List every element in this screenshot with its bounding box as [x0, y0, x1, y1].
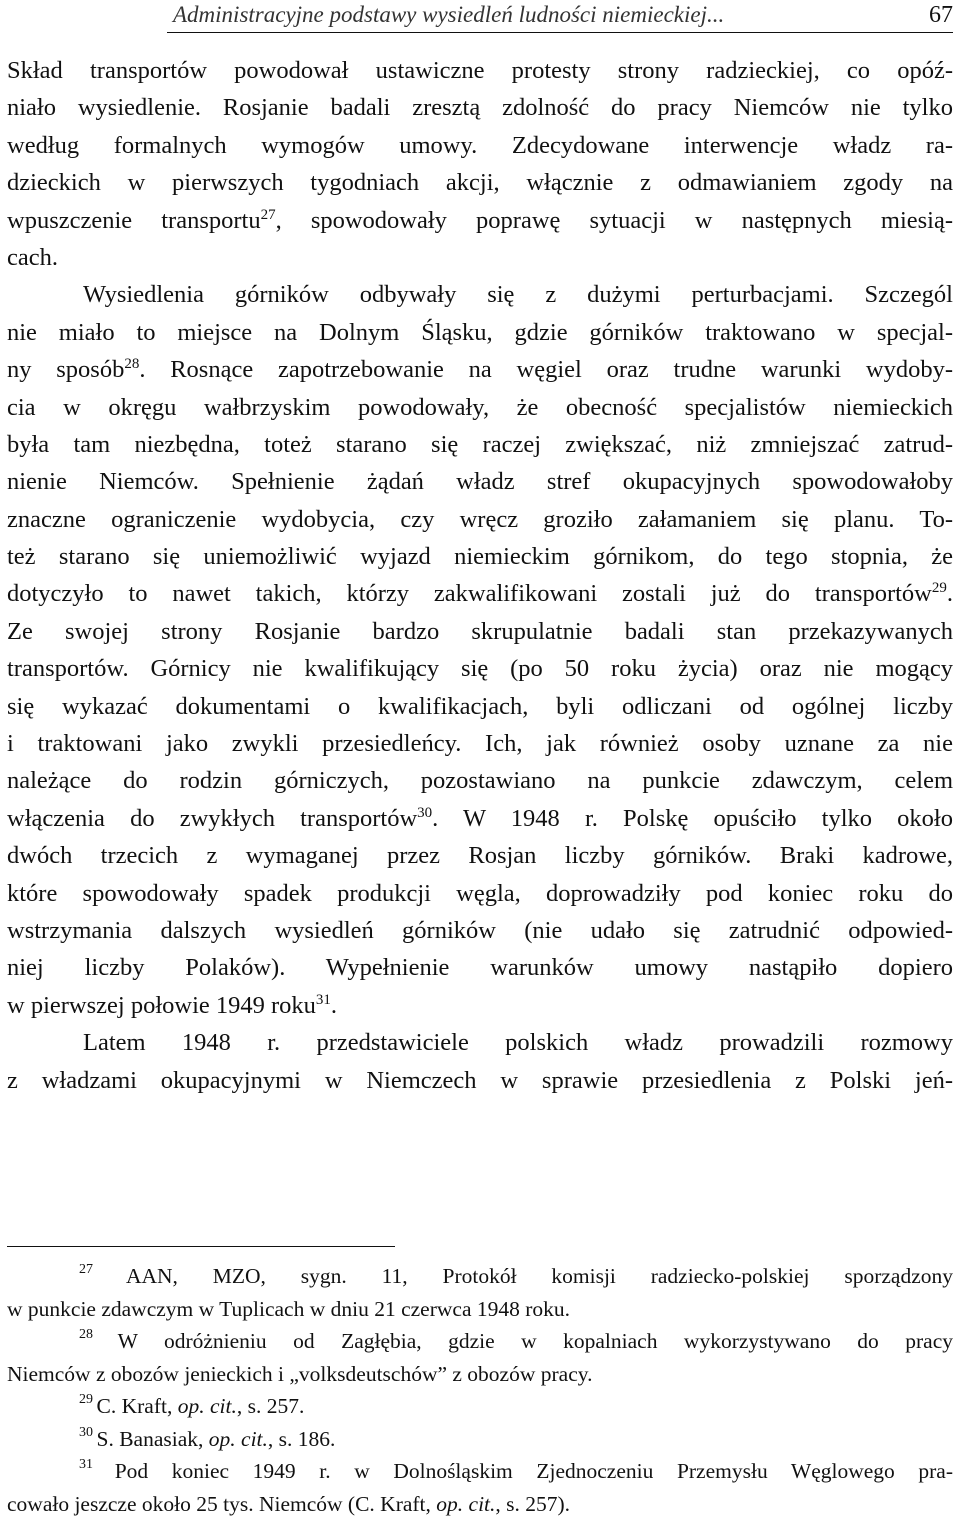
text-line [7, 202, 953, 239]
text-segment: ny sposób [7, 356, 125, 384]
footnote-text: C. Kraft, op. cit., s. 257. [96, 1394, 305, 1418]
text-line [7, 575, 953, 612]
footnote-text: AAN, MZO, sygn. 11, Protokół komisji radziecko-polskiej sporządzony [125, 1264, 954, 1288]
text-line: znaczne ograniczenie wydobycia, czy wręcz groziło załamaniem się planu. To- [7, 505, 953, 533]
running-title: Administracyjne podstawy wysiedleń ludności niemieckiej... [173, 2, 725, 27]
text-line: niało wysiedlenie. Rosjanie badali zresztą zdolność do pracy Niemców nie tylko [7, 94, 953, 122]
footnote-text: S. Banasiak, op. cit., s. 186. [96, 1426, 336, 1451]
text-line: Ze swojej strony Rosjanie bardzo skrupulatnie badali stan przekazywanych [7, 617, 953, 645]
footnote-separator [7, 1246, 395, 1247]
text-line: dzieckich w pierwszych tygodniach akcji, włącznie z odmawianiem zgody na [7, 169, 953, 197]
footnote-27-cont [7, 1293, 953, 1326]
text-line: z władzami okupacyjnymi w Niemczech w sprawie przesiedlenia z Polski jeń- [7, 1066, 953, 1094]
text-segment: . [330, 991, 338, 1019]
body-text [7, 52, 953, 1099]
footnote-number: 31 [79, 1457, 93, 1472]
text-line: należące do rodzin górniczych, pozostawiano na punkcie zdawczym, celem [7, 767, 953, 795]
footnote-ref-31[interactable]: 31 [315, 991, 331, 1008]
footnote-30 [7, 1423, 953, 1456]
text-line: nienie Niemców. Spełnienie żądań władz stref okupacyjnych spowodowałoby [7, 468, 953, 496]
text-line: dwóch trzecich z wymaganej przez Rosjan liczby górników. Braki kadrowe, [7, 842, 953, 870]
text-line: Skład transportów powodował ustawiczne protesty strony radzieckiej, co opóź- [7, 57, 953, 84]
footnote-number: 30 [79, 1424, 93, 1440]
text-segment: . Rosnące zapotrzebowanie na węgiel oraz trudne warunki wydoby- [139, 356, 953, 384]
footnote-ref-29[interactable]: 29 [931, 580, 947, 597]
text-line: transportów. Górnicy nie kwalifikujący się (po 50 roku życia) oraz nie mogący [7, 655, 953, 683]
text-line: wstrzymania dalszych wysiedleń górników (nie udało się zatrudnić odpowied- [7, 916, 953, 944]
footnote-text: W odróżnieniu od Zagłębia, gdzie w kopalniach wykorzystywano do pracy [117, 1329, 953, 1353]
page-number: 67 [929, 2, 953, 28]
text-segment: . [946, 580, 953, 608]
footnote-ref-27[interactable]: 27 [260, 206, 276, 223]
text-line: i traktowani jako zwykli przesiedleńcy. Ich, jak również osoby uznane za nie [7, 730, 953, 758]
text-line: cach. [7, 243, 58, 271]
footnote-number: 29 [79, 1392, 93, 1407]
footnote-text: Pod koniec 1949 r. w Dolnośląskim Zjednoczeniu Przemysłu Węglowego pra- [114, 1459, 953, 1483]
footnote-27 [7, 1260, 953, 1293]
footnote-number: 27 [79, 1262, 93, 1277]
footnote-28-cont [7, 1358, 953, 1391]
text-line: też starano się uniemożliwić wyjazd niemieckim górnikom, do tego stopnia, że [7, 543, 953, 571]
text-line: niej liczby Polaków). Wypełnienie warunków umowy nastąpiło dopiero [7, 954, 953, 982]
text-segment: , spowodowały poprawę sytuacji w następnych miesią- [275, 206, 953, 234]
text-segment: wpuszczenie transportu [7, 206, 261, 234]
running-header [167, 2, 953, 33]
footnote-29 [7, 1390, 953, 1423]
footnote-number: 28 [79, 1327, 93, 1342]
text-segment: w pierwszej połowie 1949 roku [7, 991, 316, 1019]
text-line: Wysiedlenia górników odbywały się z dużymi perturbacjami. Szczegól [83, 281, 953, 309]
text-line: które spowodowały spadek produkcji węgla, doprowadziły pod koniec roku do [7, 879, 953, 907]
text-line [7, 987, 953, 1024]
footnote-text: Niemców z obozów jenieckich i „volksdeutschów” z obozów pracy. [7, 1361, 593, 1386]
footnote-31-cont [7, 1488, 953, 1521]
footnote-ref-30[interactable]: 30 [417, 804, 433, 821]
footnote-ref-28[interactable]: 28 [124, 356, 140, 373]
footnote-28 [7, 1325, 953, 1358]
text-line: była tam niezbędna, toteż starano się raczej zwiększać, niż zmniejszać zatrud- [7, 430, 953, 458]
text-line: nie miało to miejsce na Dolnym Śląsku, gdzie górników traktowano w specjal- [7, 318, 953, 346]
footnote-text: cowało jeszcze około 25 tys. Niemców (C. Kraft, op. cit., s. 257). [7, 1491, 571, 1516]
text-line: się wykazać dokumentami o kwalifikacjach, byli odliczani od ogólnej liczby [7, 692, 953, 720]
text-segment: dotyczyło to nawet takich, którzy zakwalifikowani zostali już do transportów [7, 580, 932, 608]
text-segment: włączenia do zwykłych transportów [7, 804, 418, 832]
text-line: według formalnych wymogów umowy. Zdecydowane interwencje władz ra- [7, 131, 953, 159]
text-line: Latem 1948 r. przedstawiciele polskich władz prowadzili rozmowy [83, 1029, 953, 1057]
footnote-text: w punkcie zdawczym w Tuplicach w dniu 21 czerwca 1948 roku. [7, 1296, 571, 1321]
text-line: cia w okręgu wałbrzyskim powodowały, że obecność specjalistów niemieckich [7, 393, 953, 421]
text-segment: . W 1948 r. Polskę opuściło tylko około [432, 804, 953, 832]
text-line [7, 351, 953, 388]
footnotes [7, 1260, 953, 1520]
text-line [7, 800, 953, 837]
footnote-31 [7, 1455, 953, 1488]
